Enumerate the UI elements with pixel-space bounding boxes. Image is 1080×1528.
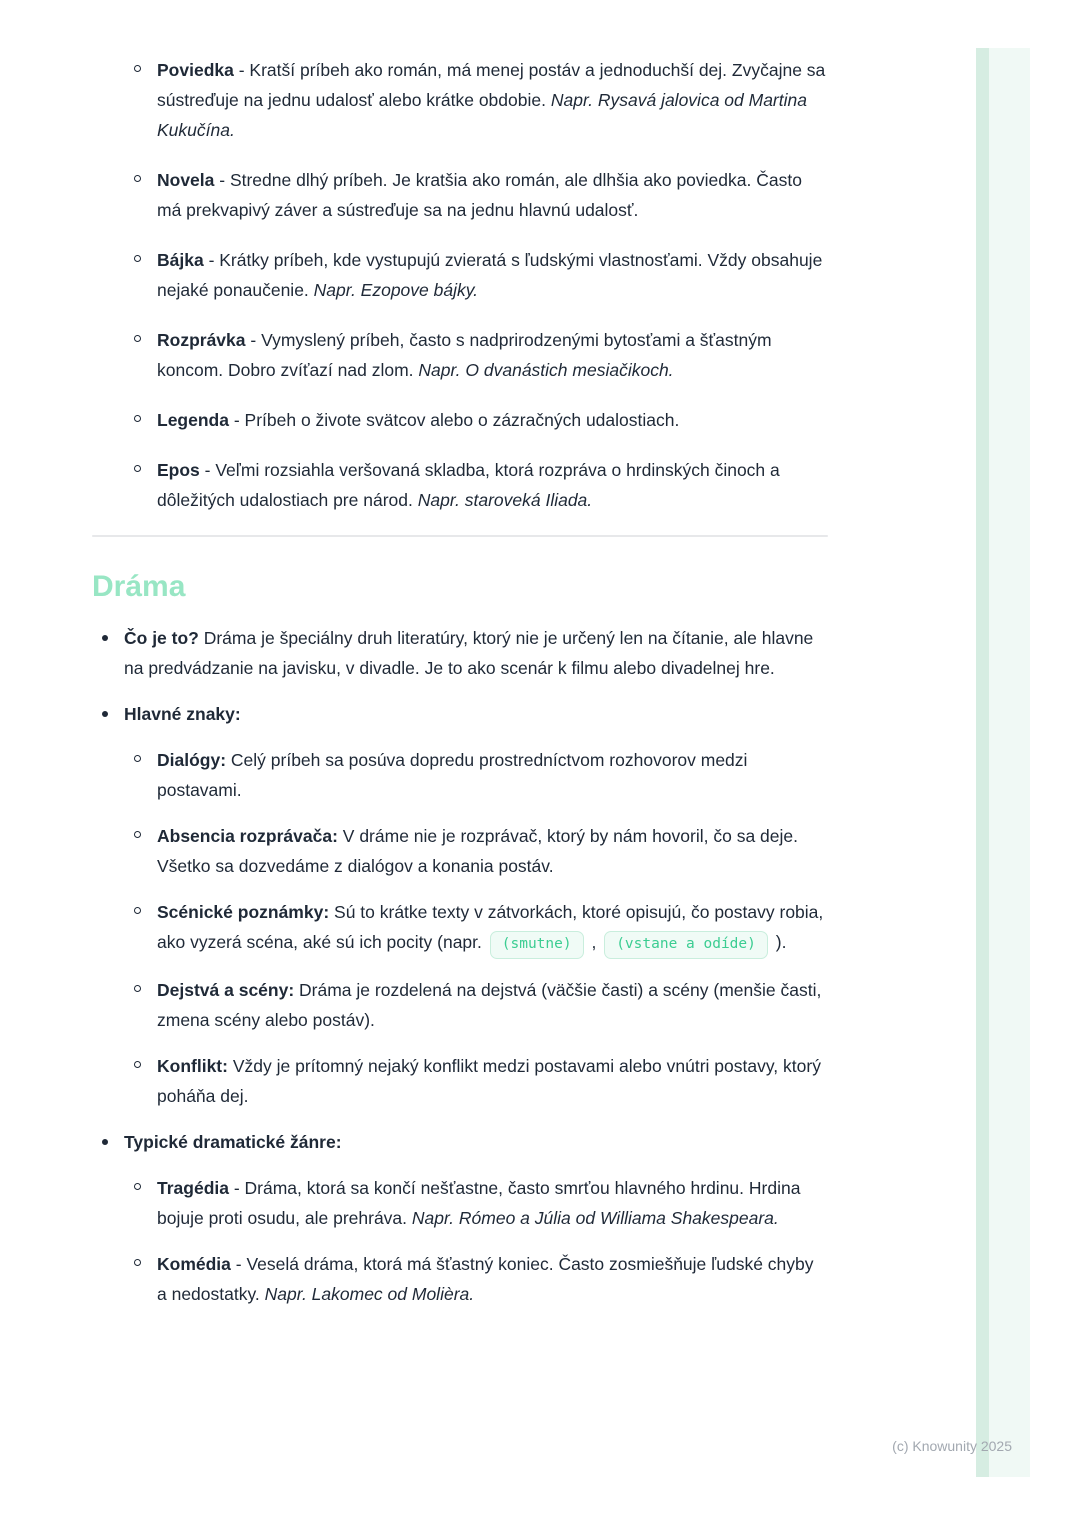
list-item [92, 1051, 828, 1111]
list-item [92, 1173, 828, 1233]
list-item [92, 821, 828, 881]
list-item-text [157, 460, 780, 510]
text-segment: Novela [157, 170, 215, 190]
text-segment: Dráma je špeciálny druh literatúry, ktorý nie je určený len na čítanie, ale hlavne na predvádzanie na javisku, v divadle. Je to ako scenár k filmu alebo divadelnej hre. [124, 628, 814, 678]
bullet-circle-icon [134, 175, 141, 182]
text-segment: Sú to krátke texty v zátvorkách, ktoré opisujú, čo postavy robia, ako vyzerá scéna, aké sú ich pocity (napr. [157, 902, 824, 952]
list-item [92, 897, 828, 959]
text-segment: Konflikt: [157, 1055, 228, 1076]
genre-list [92, 55, 828, 515]
list-item-text [157, 902, 823, 952]
text-segment: Napr. staroveká Iliada. [417, 490, 593, 510]
text-segment: Scénické poznámky: [157, 902, 330, 922]
bullet-circle-icon [134, 65, 141, 72]
list-item-text [157, 1254, 814, 1304]
list-item-text [157, 60, 825, 140]
list-item-text [157, 826, 798, 876]
text-segment: , [586, 932, 602, 952]
text-segment: Napr. Rómeo a Júlia od Williama Shakespeara. [411, 1207, 779, 1228]
bullet-disc-icon [102, 1139, 108, 1145]
bullet-circle-icon [134, 907, 141, 914]
document-body [92, 0, 828, 1325]
bullet-circle-icon [134, 831, 141, 838]
bullet-circle-icon [134, 985, 141, 992]
list-item-text [124, 704, 241, 724]
bullet-circle-icon [134, 1061, 141, 1068]
list-item [92, 245, 828, 305]
list-item-text [157, 750, 747, 800]
list-item-text [157, 980, 821, 1030]
list-item [92, 455, 828, 515]
text-segment: - Dráma, ktorá sa končí nešťastne, často smrťou hlavného hrdinu. Hrdina bojuje proti osudu, ale prehráva. [157, 1177, 801, 1228]
bullet-circle-icon [134, 415, 141, 422]
bullet-circle-icon [134, 255, 141, 262]
text-segment: - Vymyslený príbeh, často s nadprirodzenými bytosťami a šťastným koncom. Dobro zvíťazí nad zlom. [157, 330, 772, 380]
text-segment: Dejstvá a scény: [157, 979, 295, 1000]
page-edge-stripe-accent [976, 48, 989, 1477]
text-segment: Dráma je rozdelená na dejstvá (väčšie časti) a scény (menšie časti, zmena scény alebo postáv). [157, 979, 822, 1030]
list-item [92, 975, 828, 1035]
text-segment: - Príbeh o živote svätcov alebo o zázračných udalostiach. [228, 410, 680, 430]
bullet-circle-icon [134, 335, 141, 342]
list-item-text [157, 410, 679, 430]
stage-direction-badge: (vstane a odíde) [604, 931, 768, 959]
text-segment: Čo je to? [124, 628, 199, 648]
text-segment: Komédia [157, 1253, 231, 1274]
bullet-disc-icon [102, 635, 108, 641]
footer-copyright: (c) Knowunity 2025 [892, 1438, 1012, 1454]
bullet-circle-icon [134, 755, 141, 762]
list-item-text [157, 170, 802, 220]
text-segment: Tragédia [157, 1177, 229, 1198]
text-segment: Typické dramatické žánre: [124, 1131, 342, 1152]
list-item [92, 55, 828, 145]
list-item-text [157, 1056, 821, 1106]
text-segment: Dialógy: [157, 750, 227, 770]
text-segment: - Krátky príbeh, kde vystupujú zvieratá s ľudskými vlastnosťami. Vždy obsahuje nejaké ponaučenie. [157, 250, 823, 300]
text-segment: Napr. O dvanástich mesiačikoch. [418, 360, 674, 380]
text-segment: Poviedka [157, 60, 234, 80]
text-segment: ). [770, 932, 787, 952]
section-divider [92, 535, 828, 537]
text-segment: Celý príbeh sa posúva dopredu prostredníctvom rozhovorov medzi postavami. [157, 750, 748, 800]
list-item-text [124, 628, 813, 678]
list-item [92, 165, 828, 225]
text-segment: Bájka [157, 250, 204, 270]
bullet-disc-icon [102, 711, 108, 717]
list-item [92, 699, 828, 729]
text-segment: Epos [157, 460, 200, 480]
text-segment: Napr. Rysavá jalovica od Martina Kukučína. [157, 90, 807, 140]
drama-list [92, 623, 828, 1309]
stage-direction-badge: (smutne) [490, 931, 584, 959]
list-item-text [157, 330, 772, 380]
text-segment: - Veselá dráma, ktorá má šťastný koniec. Často zosmiešňuje ľudské chyby a nedostatky. [157, 1253, 814, 1304]
text-segment: V dráme nie je rozprávač, ktorý by nám hovoril, čo sa deje. Všetko sa dozvedáme z dialógov a konania postáv. [157, 826, 798, 876]
text-segment: - Veľmi rozsiahla veršovaná skladba, ktorá rozpráva o hrdinských činoch a dôležitých udalostiach pre národ. [157, 460, 780, 510]
list-item-text [157, 1178, 800, 1228]
list-item [92, 623, 828, 683]
text-segment: Absencia rozprávača: [157, 826, 338, 846]
bullet-circle-icon [134, 465, 141, 472]
text-segment: Legenda [157, 410, 229, 430]
list-item [92, 325, 828, 385]
text-segment: Vždy je prítomný nejaký konflikt medzi postavami alebo vnútri postavy, ktorý poháňa dej. [157, 1055, 821, 1106]
list-item [92, 405, 828, 435]
bullet-circle-icon [134, 1259, 141, 1266]
list-item-text [124, 1132, 342, 1152]
text-segment: Napr. Ezopove bájky. [313, 280, 479, 300]
text-segment: Rozprávka [157, 330, 246, 350]
page-edge-stripe [976, 48, 1030, 1477]
text-segment: - Stredne dlhý príbeh. Je kratšia ako román, ale dlhšia ako poviedka. Často má prekvapivý záver a sústreďuje sa na jednu hlavnú udalosť. [157, 170, 802, 220]
section-heading-drama: Dráma [92, 570, 186, 603]
list-item [92, 1249, 828, 1309]
list-item-text [157, 250, 822, 300]
list-item [92, 745, 828, 805]
text-segment: Napr. Lakomec od Molièra. [264, 1283, 475, 1304]
bullet-circle-icon [134, 1183, 141, 1190]
text-segment: Hlavné znaky: [124, 704, 241, 724]
list-item [92, 1127, 828, 1157]
text-segment: - Kratší príbeh ako román, má menej postáv a jednoduchší dej. Zvyčajne sa sústreďuje na jednu udalosť alebo krátke obdobie. [157, 60, 826, 110]
